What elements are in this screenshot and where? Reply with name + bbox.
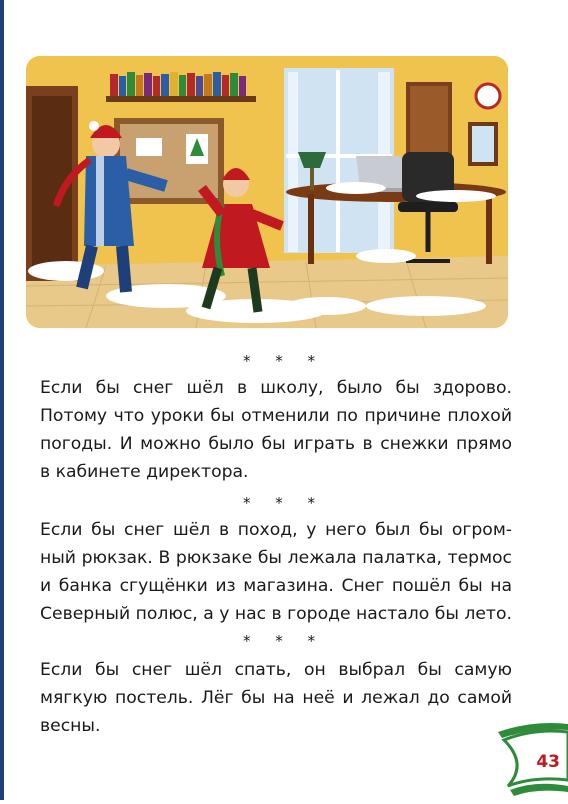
text-line: в кабинете директора.	[40, 462, 249, 482]
text-line: мягкую постель. Лёг бы на неё и лежал до самой	[40, 688, 512, 708]
section-divider: * * *	[242, 632, 326, 650]
section-divider: * * *	[242, 494, 326, 512]
section-divider: * * *	[242, 352, 326, 370]
text-line: Если бы снег шёл спать, он выбрал бы самую	[40, 660, 512, 680]
text-line: Северный полюс, а у нас в городе настало бы лето.	[40, 604, 512, 624]
text-line: весны.	[40, 716, 101, 736]
paragraph-school	[40, 374, 512, 486]
page-number-badge	[498, 720, 568, 800]
paragraph-sleep	[40, 656, 512, 740]
paragraph-hike	[40, 516, 512, 628]
text-line: Если бы снег шёл в школу, было бы здорово.	[40, 378, 512, 398]
page-edge	[0, 0, 4, 800]
text-line: Потому что уроки бы отменили по причине плохой	[40, 406, 512, 426]
text-line: ный рюкзак. В рюкзаке бы лежала палатка, термос	[40, 548, 512, 568]
text-line: и банка сгущёнки из магазина. Снег пошёл бы на	[40, 576, 512, 596]
text-line: Если бы снег шёл в поход, у него был бы огром-	[40, 520, 512, 540]
text-line: погоды. И можно было бы играть в снежки прямо	[40, 434, 512, 454]
illustration-children-snowball-office	[26, 56, 508, 328]
page-number: 43	[536, 752, 560, 772]
